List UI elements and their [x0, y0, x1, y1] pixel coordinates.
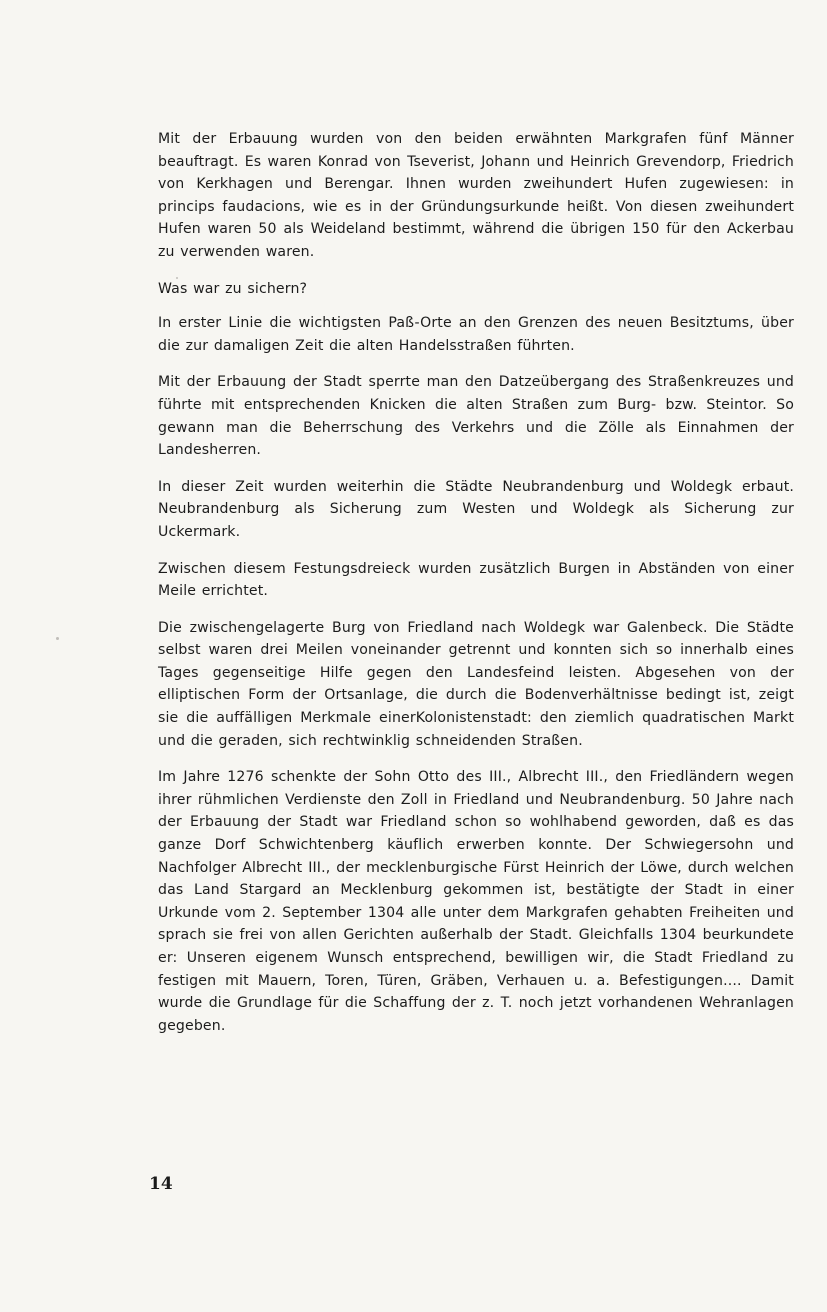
paragraph-question: Was war zu sichern?	[158, 280, 308, 297]
paragraph-pass-places: In erster Linie die wichtigsten Paß-Orte an den Grenzen des neuen Besitztums, über die zur damaligen Zeit die alten Handelsstraßen führten.	[158, 315, 794, 354]
paragraph-history: Im Jahre 1276 schenkte der Sohn Otto des III., Albrecht III., den Friedländern wegen ihrer rühmlichen Verdienste den Zoll in Friedland und Neubrandenburg. 50 Jahre nach der Erbauung der Stadt war Friedland schon so wohlhabend geworden, daß es das ganze Dorf Schwichtenberg käuflich erwerben konnte. Der Schwiegersohn und Nachfolger Albrecht III., der mecklenburgische Fürst Heinrich der Löwe, durch welchen das Land Stargard an Mecklenburg gekommen ist, bestätigte der Stadt in einer Urkunde vom 2. September 1304 alle unter dem Markgrafen gehabten Freiheiten und sprach sie frei von allen Gerichten außerhalb der Stadt. Gleichfalls 1304 beurkundete er: Unseren eigenem Wunsch entsprechend, bewilligen wir, die Stadt Friedland zu festigen mit Mauern, Toren, Türen, Gräben, Verhauen u. a. Befestigungen.... Damit wurde die Grundlage für die Schaffung der z. T. noch jetzt vorhandenen Wehranlagen gegeben.	[158, 769, 794, 1034]
paragraph-crossing: Mit der Erbauung der Stadt sperrte man den Datzeübergang des Straßenkreuzes und führte mit entsprechenden Knicken die alten Straßen zum Burg- bzw. Steintor. So gewann man die Beherrschung des Verkehrs und die Zölle als Einnahmen der Landesherren.	[158, 374, 794, 459]
body-text	[158, 128, 794, 1051]
paper-speck	[56, 637, 59, 640]
paragraph-castles: Zwischen diesem Festungsdreieck wurden zusätzlich Burgen in Abständen von einer Meile errichtet.	[158, 560, 794, 600]
paragraph-other-towns: In dieser Zeit wurden weiterhin die Städte Neubrandenburg und Woldegk erbaut. Neubrandenburg als Sicherung zum Westen und Woldegk als Sicherung zur Uckermark.	[158, 478, 794, 540]
paper-speck	[176, 277, 178, 279]
paragraph-founders: Mit der Erbauung wurden von den beiden erwähnten Markgrafen fünf Männer beauftragt. Es waren Konrad von Tseverist, Johann und Heinrich Grevendorp, Friedrich von Kerkhagen und Berengar. Ihnen wurden zweihundert Hufen zugewiesen: in princips faudacions, wie es in der Gründungsurkunde heißt. Von diesen zweihundert Hufen waren 50 als Weideland bestimmt, während die übrigen 150 für den Ackerbau zu verwenden waren.	[158, 131, 794, 260]
page-number: 14	[149, 1174, 173, 1194]
paragraph-galenbeck: Die zwischengelagerte Burg von Friedland nach Woldegk war Galenbeck. Die Städte selbst waren drei Meilen voneinander getrennt und konnten sich so innerhalb eines Tages gegenseitige Hilfe gegen den Landesfeind leisten. Abgesehen von der elliptischen Form der Ortsanlage, die durch die Bodenverhältnisse bedingt ist, zeigt sie die auffälligen Merkmale einerKolonistenstadt: den ziemlich quadratischen Markt und die geraden, sich rechtwinklig schneidenden Straßen.	[158, 619, 794, 749]
